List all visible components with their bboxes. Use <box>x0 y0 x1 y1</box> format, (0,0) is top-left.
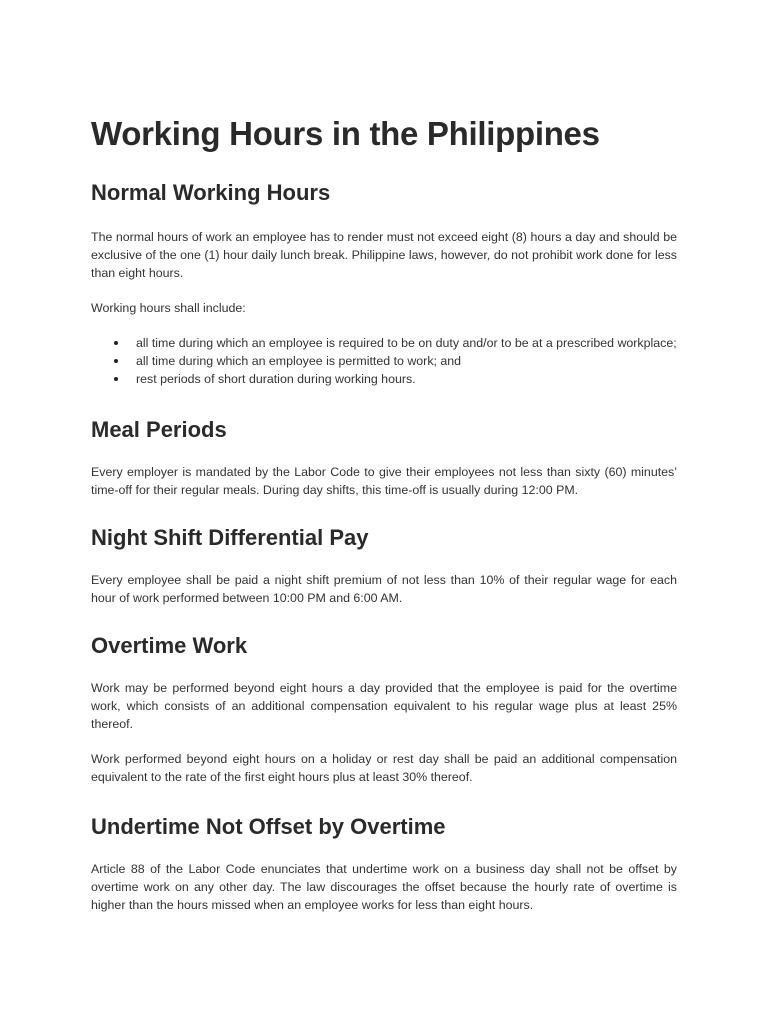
paragraph: Article 88 of the Labor Code enunciates that undertime work on a business day shall not be offset by overtime work on any other day. The law discourages the offset because the hourly rate of overtime is higher than the hours missed when an employee works for less than eight hours. <box>91 862 677 912</box>
section-heading: Meal Periods <box>91 417 227 442</box>
paragraph: Working hours shall include: <box>91 301 246 315</box>
document-title: Working Hours in the Philippines <box>91 115 600 152</box>
section-normal-working-hours <box>91 178 677 388</box>
section-heading: Normal Working Hours <box>91 180 331 205</box>
bullet-list <box>91 334 677 388</box>
paragraph: Work performed beyond eight hours on a holiday or rest day shall be paid an additional compensation equivalent to the rate of the first eight hours plus at least 30% thereof. <box>91 752 677 784</box>
paragraph: The normal hours of work an employee has to render must not exceed eight (8) hours a day and should be exclusive of the one (1) hour daily lunch break. Philippine laws, however, do not prohibit work done for less than eight hours. <box>91 230 677 280</box>
list-item: all time during which an employee is permitted to work; and <box>136 352 677 370</box>
list-item: all time during which an employee is required to be on duty and/or to be at a prescribed workplace; <box>136 336 677 350</box>
list-item: rest periods of short duration during working hours. <box>136 370 677 388</box>
document-page <box>91 112 677 931</box>
paragraph: Every employee shall be paid a night shift premium of not less than 10% of their regular wage for each hour of work performed between 10:00 PM and 6:00 AM. <box>91 573 677 605</box>
section-overtime-work <box>91 631 677 786</box>
section-night-shift-differential-pay <box>91 523 677 607</box>
section-meal-periods <box>91 415 677 499</box>
section-heading: Night Shift Differential Pay <box>91 525 369 550</box>
paragraph: Every employer is mandated by the Labor Code to give their employees not less than sixty (60) minutes’ time-off for their regular meals. During day shifts, this time-off is usually during 12:00 PM. <box>91 465 677 497</box>
section-heading: Overtime Work <box>91 633 248 658</box>
paragraph: Work may be performed beyond eight hours a day provided that the employee is paid for the overtime work, which consists of an additional compensation equivalent to his regular wage plus at least 25% thereof. <box>91 681 677 731</box>
section-heading: Undertime Not Offset by Overtime <box>91 814 446 839</box>
section-undertime-not-offset <box>91 812 677 914</box>
